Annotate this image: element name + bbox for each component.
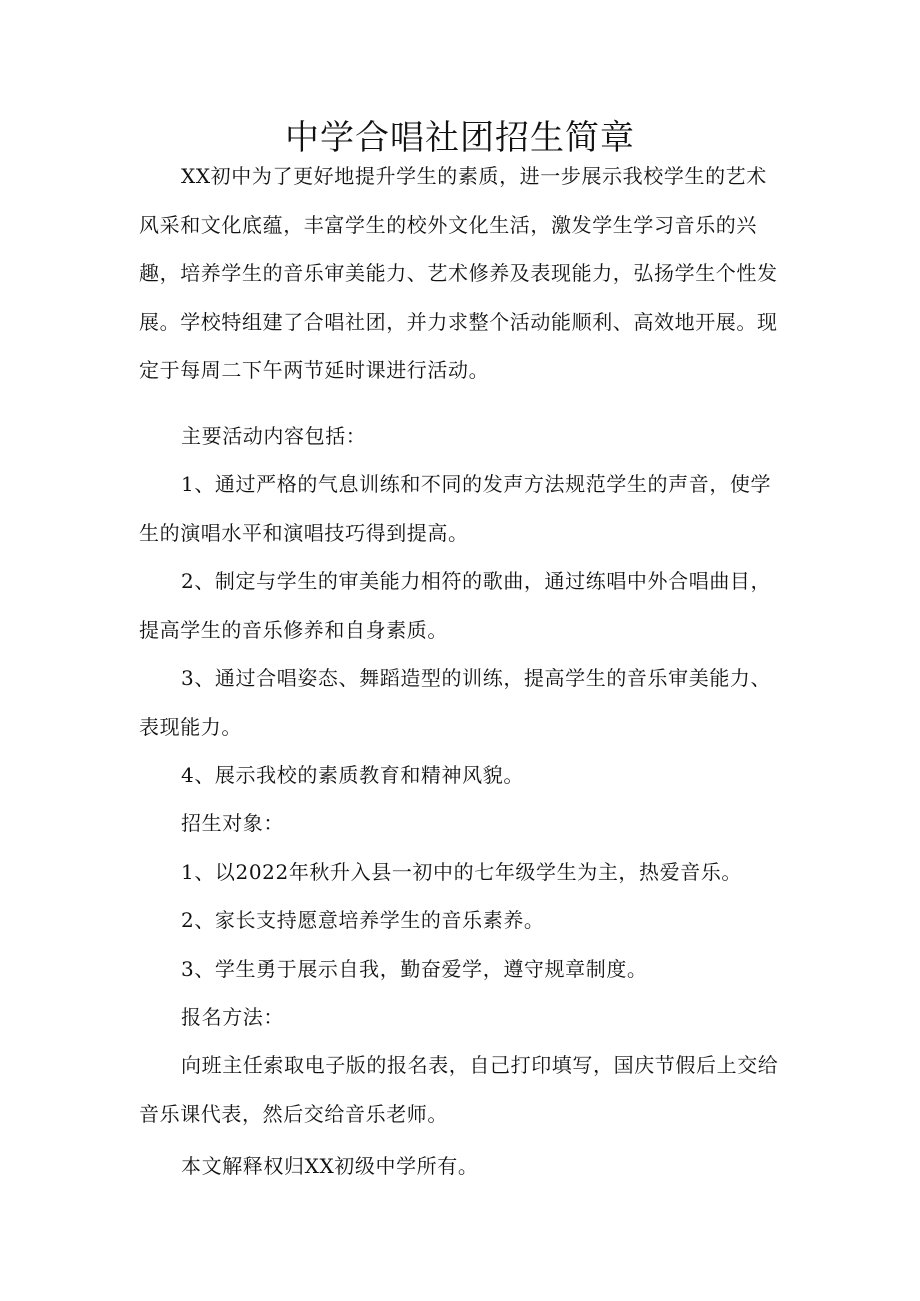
recruitment-item: 2、家长支持愿意培养学生的音乐素养。 [181,908,545,932]
document-title: 中学合唱社团招生简章 [285,118,635,158]
activities-heading: 主要活动内容包括： [181,424,367,448]
activity-item: 3、通过合唱姿态、舞蹈造型的训练，提高学生的音乐审美能力、表现能力。 [139,666,772,739]
activity-item: 4、展示我校的素质教育和精神风貌。 [181,763,524,787]
recruitment-item: 3、学生勇于展示自我，勤奋爱学，遵守规章制度。 [181,957,648,981]
intro-paragraph: XX初中为了更好地提升学生的素质，进一步展示我校学生的艺术风采和文化底蕴，丰富学生的校外文化生活，激发学生学习音乐的兴趣，培养学生的音乐审美能力、艺术修养及表现能力，弘扬学生个性发展。学校特组建了合唱社团，并力求整个活动能顺利、高效地开展。现定于每周二下午两节延时课进行活动。 [139,164,778,382]
recruitment-heading: 招生对象： [181,811,284,835]
registration-heading: 报名方法： [181,1005,284,1029]
activity-item: 1、通过严格的气息训练和不同的发声方法规范学生的声音，使学生的演唱水平和演唱技巧得到提高。 [139,472,772,545]
activity-item: 2、制定与学生的审美能力相符的歌曲，通过练唱中外合唱曲目，提高学生的音乐修养和自身素质。 [139,569,772,642]
recruitment-item: 1、以2022年秋升入县一初中的七年级学生为主，热爱音乐。 [181,860,743,884]
registration-text: 向班主任索取电子版的报名表，自己打印填写，国庆节假后上交给音乐课代表，然后交给音乐老师。 [139,1053,779,1126]
footer-note: 本文解释权归XX初级中学所有。 [181,1154,479,1178]
